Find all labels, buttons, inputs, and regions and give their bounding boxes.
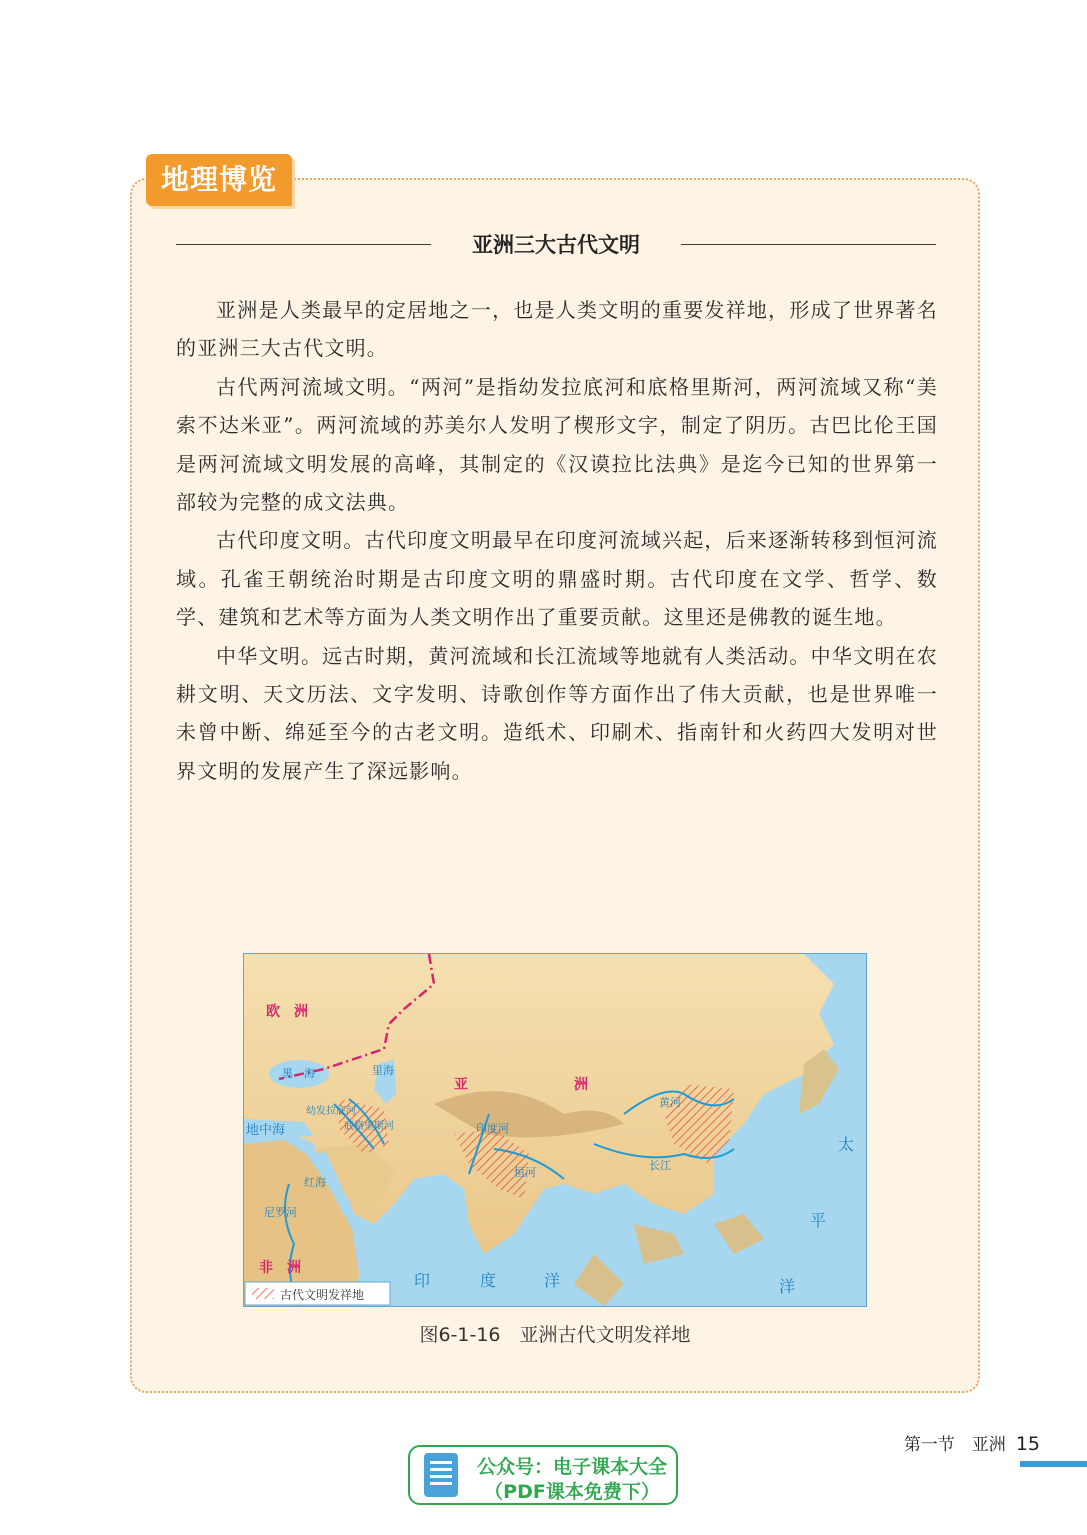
paragraph-india: 古代印度文明。古代印度文明最早在印度河流域兴起，后来逐渐转移到恒河流域。孔雀王朝统治时期是古印度文明的鼎盛时期。古代印度在文学、哲学、数学、建筑和艺术等方面为人类文明作出了重要贡献。这里还是佛教的诞生地。 <box>176 528 938 630</box>
paragraph-mesopotamia: 古代两河流域文明。“两河”是指幼发拉底河和底格里斯河，两河流域又称“美索不达米亚”。两河流域的苏美尔人发明了楔形文字，制定了阴历。古巴比伦王国是两河流域文明发展的高峰，其制定的《汉谟拉比法典》是迄今已知的世界第一部较为完整的成文法典。 <box>176 374 938 515</box>
section-title: 亚洲三大古代文明 <box>472 233 640 257</box>
footer-section-title: 第一节 亚洲 <box>903 1435 1006 1455</box>
label-mediterranean: 地中海 <box>246 1123 286 1138</box>
label-black-sea: 黑 海 <box>282 1067 315 1080</box>
label-caspian: 里海 <box>372 1064 394 1077</box>
heading-rule-right <box>681 244 936 245</box>
label-tigris: 底格里斯河 <box>344 1121 394 1132</box>
map-graphic <box>244 954 866 1306</box>
paragraph-china: 中华文明。远古时期，黄河流域和长江流域等地就有人类活动。中华文明在农耕文明、天文历法、文字发明、诗歌创作等方面作出了伟大贡献，也是世界唯一未曾中断、绵延至今的古老文明。造纸术、印刷术、指南针和火药四大发明对世界文明的发展产生了深远影响。 <box>176 643 938 783</box>
label-indian-ocean-2: 度 <box>480 1271 497 1290</box>
paragraph-intro: 亚洲是人类最早的定居地之一，也是人类文明的重要发祥地，形成了世界著名的亚洲三大古代文明。 <box>176 298 938 361</box>
label-red-sea: 红海 <box>304 1176 326 1189</box>
footer-accent-bar <box>1020 1461 1087 1467</box>
article-body <box>176 291 938 790</box>
label-africa: 非 洲 <box>259 1260 301 1276</box>
legend-label: 古代文明发祥地 <box>280 1288 365 1302</box>
figure-caption: 图6-1-16 亚洲古代文明发祥地 <box>419 1324 691 1346</box>
label-europe: 欧 洲 <box>266 1004 308 1020</box>
feature-badge: 地理博览 <box>146 154 292 206</box>
section-heading <box>176 228 936 262</box>
label-indian-ocean-1: 印 <box>414 1271 431 1290</box>
label-ganges: 恒河 <box>514 1166 536 1179</box>
label-nile: 尼罗河 <box>264 1206 297 1219</box>
label-pacific-3: 洋 <box>779 1277 796 1296</box>
label-pacific-1: 太 <box>838 1135 855 1154</box>
book-icon <box>424 1453 458 1497</box>
page-number: 15 <box>1015 1433 1040 1455</box>
civilization-map <box>243 953 867 1307</box>
label-asia-1: 亚 <box>454 1077 468 1093</box>
label-yellow-river: 黄河 <box>659 1096 681 1109</box>
legend-hatch-swatch <box>252 1288 274 1299</box>
label-yangtze: 长江 <box>649 1159 671 1172</box>
page-footer <box>880 1430 1040 1455</box>
label-euphrates: 幼发拉底河 <box>306 1106 356 1117</box>
stamp-line-1: 公众号：电子课本大全 <box>476 1456 667 1478</box>
label-pacific-2: 平 <box>810 1211 827 1230</box>
heading-rule-left <box>176 244 431 245</box>
label-indus: 印度河 <box>476 1122 509 1135</box>
label-indian-ocean-3: 洋 <box>544 1271 561 1290</box>
stamp-line-2: （PDF课本免费下） <box>484 1481 660 1503</box>
watermark-stamp <box>408 1445 678 1505</box>
label-asia-2: 洲 <box>574 1077 588 1093</box>
